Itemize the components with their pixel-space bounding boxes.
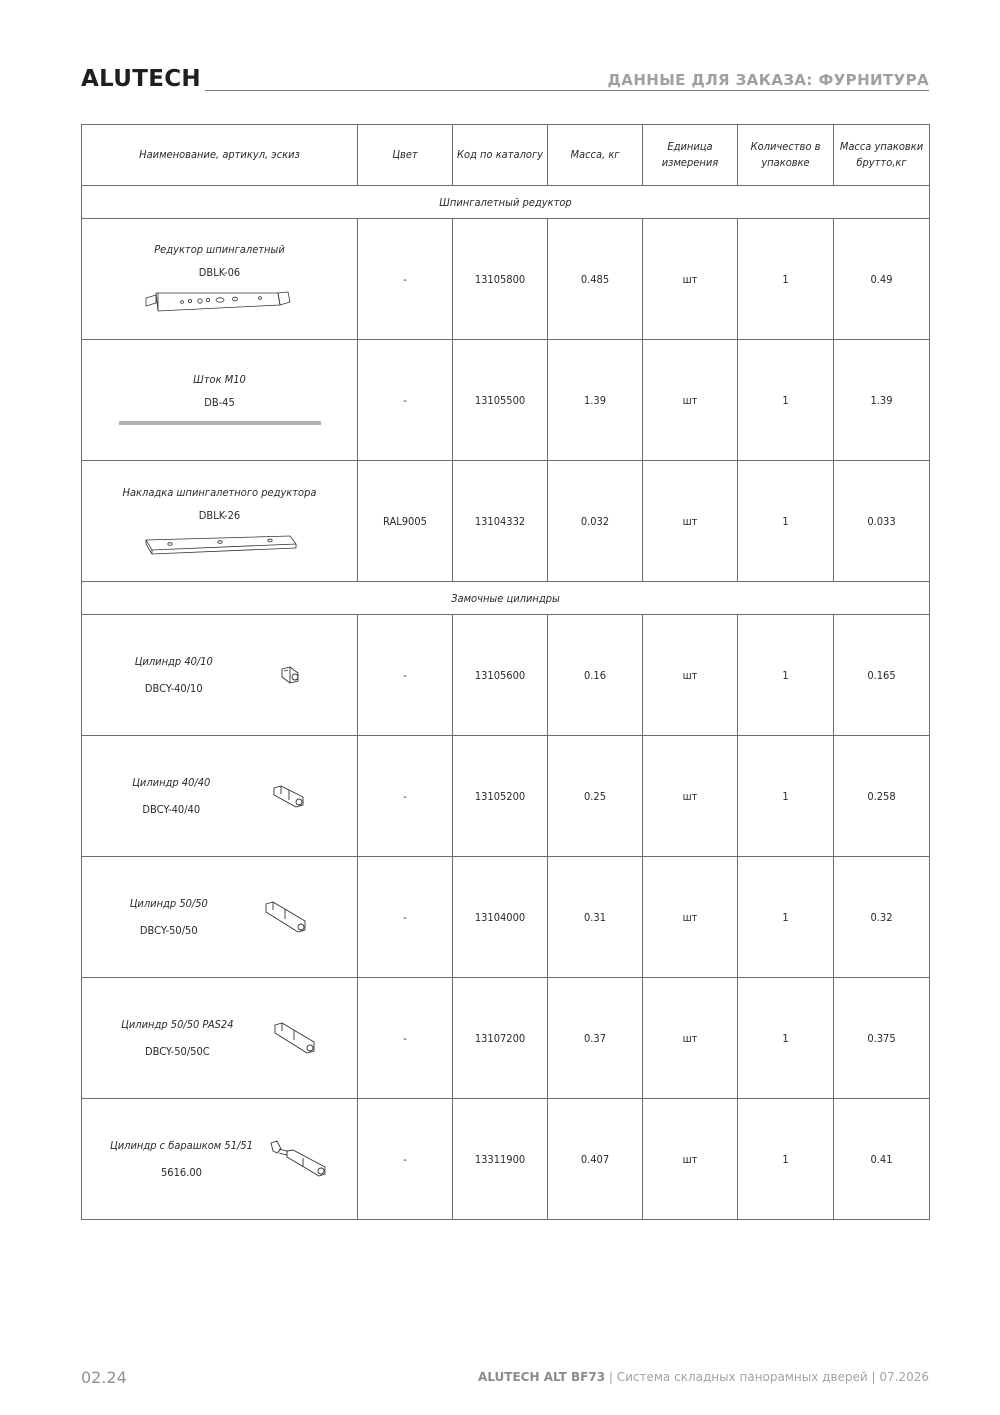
color-cell: - [358, 615, 453, 736]
item-name-cell [82, 1099, 358, 1220]
column-header: Масса упаковки брутто,кг [834, 125, 930, 186]
gross-mass-cell: 0.033 [834, 461, 930, 582]
mass-cell: 0.31 [548, 857, 643, 978]
table-row [82, 461, 930, 582]
brand-logo: ALUTECH [81, 66, 205, 92]
group-row [82, 582, 930, 615]
column-header: Единица измерения [643, 125, 738, 186]
mass-cell: 0.16 [548, 615, 643, 736]
color-cell: - [358, 736, 453, 857]
item-name-cell [82, 615, 358, 736]
unit-cell: шт [643, 340, 738, 461]
gross-mass-cell: 0.165 [834, 615, 930, 736]
qty-cell: 1 [738, 857, 834, 978]
column-header: Наименование, артикул, эскиз [82, 125, 358, 186]
item-article: DBCY-50/50C [144, 1045, 210, 1058]
item-name-cell [82, 461, 358, 582]
item-article: DBLK-26 [198, 509, 241, 522]
gross-mass-cell: 0.32 [834, 857, 930, 978]
gross-mass-cell: 1.39 [834, 340, 930, 461]
unit-cell: шт [643, 615, 738, 736]
unit-cell: шт [643, 219, 738, 340]
item-name-cell [82, 340, 358, 461]
table-row [82, 857, 930, 978]
gross-mass-cell: 0.49 [834, 219, 930, 340]
color-cell: - [358, 857, 453, 978]
cylinder-sketch-icon [272, 1020, 318, 1056]
group-row [82, 186, 930, 219]
item-name: Цилиндр 50/50 [129, 897, 208, 910]
section-title: ДАННЫЕ ДЛЯ ЗАКАЗА: ФУРНИТУРА [604, 71, 929, 89]
code-cell: 13107200 [453, 978, 548, 1099]
item-article: DBCY-40/40 [142, 803, 201, 816]
code-cell: 13105800 [453, 219, 548, 340]
page-number: 02.24 [81, 1368, 127, 1387]
unit-cell: шт [643, 1099, 738, 1220]
mass-cell: 0.032 [548, 461, 643, 582]
group-title: Шпингалетный редуктор [82, 186, 930, 219]
code-cell: 13311900 [453, 1099, 548, 1220]
mass-cell: 0.407 [548, 1099, 643, 1220]
column-header: Код по каталогу [453, 125, 548, 186]
color-cell: - [358, 219, 453, 340]
unit-cell: шт [643, 857, 738, 978]
unit-cell: шт [643, 736, 738, 857]
gross-mass-cell: 0.41 [834, 1099, 930, 1220]
rod-sketch-icon [117, 419, 323, 427]
qty-cell: 1 [738, 978, 834, 1099]
code-cell: 13105500 [453, 340, 548, 461]
item-name: Шток М10 [193, 373, 246, 386]
item-article: DBLK-06 [198, 266, 241, 279]
order-table [81, 124, 930, 1220]
code-cell: 13105200 [453, 736, 548, 857]
unit-cell: шт [643, 461, 738, 582]
gross-mass-cell: 0.258 [834, 736, 930, 857]
item-article: DB-45 [204, 396, 235, 409]
item-article: 5616.00 [161, 1166, 202, 1179]
cylinder-sketch-icon [278, 663, 304, 687]
item-name: Цилиндр 40/40 [132, 776, 211, 789]
qty-cell: 1 [738, 1099, 834, 1220]
item-name: Редуктор шпингалетный [154, 243, 285, 256]
column-header: Масса, кг [548, 125, 643, 186]
item-name: Цилиндр 50/50 PAS24 [121, 1018, 234, 1031]
item-name-cell [82, 857, 358, 978]
column-header: Цвет [358, 125, 453, 186]
unit-cell: шт [643, 978, 738, 1099]
mass-cell: 0.485 [548, 219, 643, 340]
code-cell: 13105600 [453, 615, 548, 736]
table-row [82, 736, 930, 857]
color-cell: - [358, 1099, 453, 1220]
cylinder-sketch-icon [271, 783, 307, 809]
table-row [82, 615, 930, 736]
group-title: Замочные цилиндры [82, 582, 930, 615]
color-cell: - [358, 978, 453, 1099]
mass-cell: 0.37 [548, 978, 643, 1099]
table-row [82, 219, 930, 340]
thumbturn-cylinder-sketch-icon [269, 1139, 329, 1179]
gross-mass-cell: 0.375 [834, 978, 930, 1099]
gear-reducer-sketch-icon [140, 289, 300, 315]
footer-description: | Система складных панорамных дверей | 07.2026 [605, 1370, 929, 1384]
item-name-cell [82, 736, 358, 857]
code-cell: 13104332 [453, 461, 548, 582]
header-divider [189, 90, 929, 91]
item-article: DBCY-40/10 [144, 682, 203, 695]
qty-cell: 1 [738, 340, 834, 461]
qty-cell: 1 [738, 219, 834, 340]
footer-info [478, 1370, 929, 1384]
table-header-row [82, 125, 930, 186]
qty-cell: 1 [738, 461, 834, 582]
color-cell: - [358, 340, 453, 461]
qty-cell: 1 [738, 615, 834, 736]
cover-plate-sketch-icon [140, 532, 300, 556]
footer-product: ALUTECH ALT BF73 [478, 1370, 606, 1384]
mass-cell: 0.25 [548, 736, 643, 857]
column-header: Количество в упаковке [738, 125, 834, 186]
table-row [82, 1099, 930, 1220]
table-row [82, 340, 930, 461]
item-article: DBCY-50/50 [139, 924, 198, 937]
item-name-cell [82, 978, 358, 1099]
item-name: Цилиндр с барашком 51/51 [110, 1139, 253, 1152]
page-header [81, 66, 929, 96]
color-cell: RAL9005 [358, 461, 453, 582]
code-cell: 13104000 [453, 857, 548, 978]
table-row [82, 978, 930, 1099]
item-name: Накладка шпингалетного редуктора [122, 486, 317, 499]
qty-cell: 1 [738, 736, 834, 857]
item-name: Цилиндр 40/10 [134, 655, 213, 668]
mass-cell: 1.39 [548, 340, 643, 461]
item-name-cell [82, 219, 358, 340]
cylinder-sketch-icon [263, 899, 309, 935]
